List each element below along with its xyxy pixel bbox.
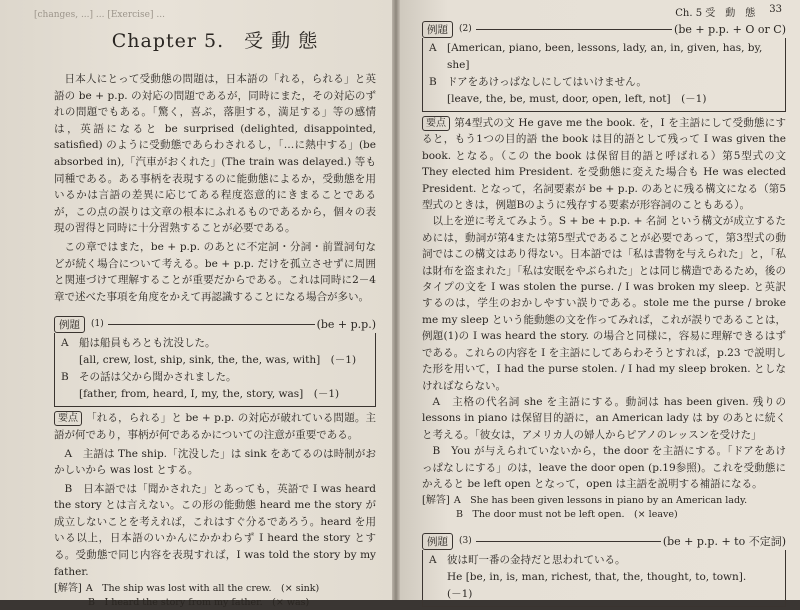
example-number: (1) (91, 319, 104, 330)
point-2-paragraph: 以上を逆に考えてみよう。S + be + p.p. + 名詞 という構文が成立するためには，動詞が第4または第5型式であることが必要であって，第3型式の動詞ではこの構文はあり得ない。日本語では「私は書物を与えられた」と，「私は財布を盗まれた」「私は安眠をやぶられた」とは同じ構造であるため，後のタイプの文を I was stolen the purse. / I was broken my sleep. と英訳するのは，学生のおかしやすい誤りである。stole me the purse / broke me my sleep という能動態の文を作ってみれば，これが誤りであることは，例題(1)の I was heard the story. の場合と同様に，容易に理解できるはずである。これらの内容を I を主語にしてあらわそうとすれば，p.23 で説明した形を用いて，I had the purse stolen. / I had my sleep broken. としなければならない。 (422, 215, 786, 392)
answer-text: A She has been given lessons in piano by an American lady. (453, 495, 748, 507)
faint-header: [changes, ...] ... [Exercise] ... (34, 10, 165, 20)
answer-2 (422, 494, 786, 522)
example-pattern: (be + p.p. + to 不定詞) (662, 535, 786, 549)
example-label: 例題 (54, 316, 85, 333)
intro-paragraph: 日本人にとって受動態の問題は，日本語の「れる，られる」と英語の be + p.p. の対応の問題であるが，同時にまた，その対応のずれの問題でもある。「驚く，喜ぶ，落胆する，満足する」等の感情は，英語になると be surprised (delighted, disappointed, satisfied) のように受動態であらわされるし，「…に熱中する」(be absorbed in),「汽車がおくれた」(The train was delayed.) 等も同種である。ある事柄を表現するのに能動態によるか，受動態を用いるかは言語の差異に応じてある程度恣意的にきまることであるが，この点の誤りは文章の根本にふれるものであるから，個々の表現の習得と同時に十分習熟することが必要である。 (54, 73, 376, 235)
point-text: 「れる，られる」と be + p.p. の対応が破れている問題。主語が何であり，事柄が何であるかについての注意が重要である。 (54, 412, 376, 441)
example-pattern: (be + p.p. + O or C) (674, 22, 786, 36)
example-item (429, 74, 779, 91)
item-japanese: 船は船員もろとも沈没した。 (79, 337, 216, 350)
example-3-box (422, 550, 786, 607)
point-1-line (54, 410, 376, 443)
example-item (429, 552, 779, 569)
chapter-title: Chapter 5. 受 動 態 (111, 30, 319, 52)
item-japanese: 彼は町一番の金持だと思われている。 (447, 554, 626, 567)
example-number: (3) (459, 536, 472, 547)
example-1-header (54, 315, 376, 333)
example-2-box (422, 38, 786, 112)
item-letter: A (429, 42, 437, 54)
left-page (0, 0, 392, 609)
example-item (429, 40, 779, 74)
item-words: [leave, the, be, must, door, open, left, not] (－1) (447, 93, 707, 105)
example-item (61, 369, 369, 386)
point-2-paragraph: B You が与えられていないから，the door を主語にする。「ドアをあけっぱなしにする」のは，leave the door open (p.19参照)。これを受動態にかえると be left open となって，open は主語を説明する補語になる。 (422, 445, 786, 490)
example-label: 例題 (422, 533, 453, 550)
answer-text: A The ship was lost with all the crew. (× sink) (85, 583, 320, 595)
item-words: [all, crew, lost, ship, sink, the, the, was, with] (－1) (79, 354, 357, 367)
item-penalty: (－1) (447, 588, 473, 601)
item-japanese: ドアをあけっぱなしにしてはいけません。 (447, 76, 647, 88)
item-words: [American, piano, been, lessons, lady, an, in, given, has, by, she] (447, 42, 763, 71)
item-letter: B (429, 76, 437, 88)
item-japanese: その話は父から聞かされました。 (79, 371, 237, 384)
point-label: 要点 (422, 116, 450, 131)
point-label: 要点 (54, 411, 82, 426)
right-page (400, 0, 800, 600)
running-header (422, 4, 786, 18)
point-1-line: A 主語は The ship.「沈没した」は sink をあてるのは時制がおかしいから was lost とする。 (54, 447, 376, 477)
answer-label: [解答] (422, 495, 450, 507)
answer-text: B I heard the story from my father. (× was) (88, 597, 310, 609)
book-gutter (392, 0, 400, 600)
point-text: 第4型式の文 He gave me the book. を，I を主語にして受動態にすると，もう1つの目的語 the book は目的語として残って I was given the book. となる。（この the book は保留目的語と呼ばれる）第5型式の文 They elected him President. を受動態に変えた場合も He was elected President. となって，名詞要素が be + p.p. のあとに残る構文になる（第5型式のときは，例題Bのように残存する要素が形容詞のこともある）。 (422, 117, 786, 212)
answer-1 (54, 582, 376, 610)
point-2-paragraph (422, 115, 786, 213)
page-number: 33 (769, 4, 782, 15)
example-label: 例題 (422, 21, 453, 38)
answer-line (422, 494, 786, 508)
point-1-line: B 日本語では「聞かされた」とあっても，英語で I was heard the story とは言えない。この形の能動態 heard me the story が成立しないことを考えれば，これはすぐ分るであろう。heard を用いる以上，日本語のいかんにかかわらず I heard the story とする。受動態で同じ内容を表現すれば，I was told the story by my father. (54, 482, 376, 578)
intro-paragraph: この章ではまた，be + p.p. のあとに不定詞・分詞・前置詞句などが続く場合について考える。be + p.p. だけを孤立させずに周囲と関連づけて理解することが重要だからである。これは同時に2－4章で述べた事項を角度をかえて再認識することになる場合が多い。 (54, 240, 376, 303)
example-number: (2) (459, 24, 472, 34)
answer-text: B The door must not be left open. (× leave) (456, 509, 678, 521)
example-pattern: (be + p.p.) (316, 317, 376, 331)
answer-line (54, 582, 376, 596)
example-item (61, 335, 369, 352)
example-1-box (54, 333, 376, 407)
answer-label: [解答] (54, 583, 82, 595)
item-words: He [be, in, is, man, richest, that, the, thought, to, town]. (447, 571, 747, 584)
item-letter: A (429, 554, 437, 567)
divider (476, 29, 672, 30)
example-3-header (422, 532, 786, 550)
running-head: Ch. 5 受 動 態 (675, 8, 756, 19)
item-letter: A (61, 337, 69, 350)
point-2-paragraph: A 主格の代名詞 she を主語にする。動詞は has been given. 残りの lessons in piano は保留目的語に，an American lady は by のあとに続くと考える。「彼女は，アメリカ人の婦人からピアノのレッスンを受けた」 (422, 395, 787, 441)
item-letter: B (61, 371, 69, 384)
item-words: [father, from, heard, I, my, the, story, was] (－1) (79, 388, 340, 401)
divider (476, 541, 661, 542)
divider (108, 324, 315, 325)
example-2-header (422, 20, 786, 38)
